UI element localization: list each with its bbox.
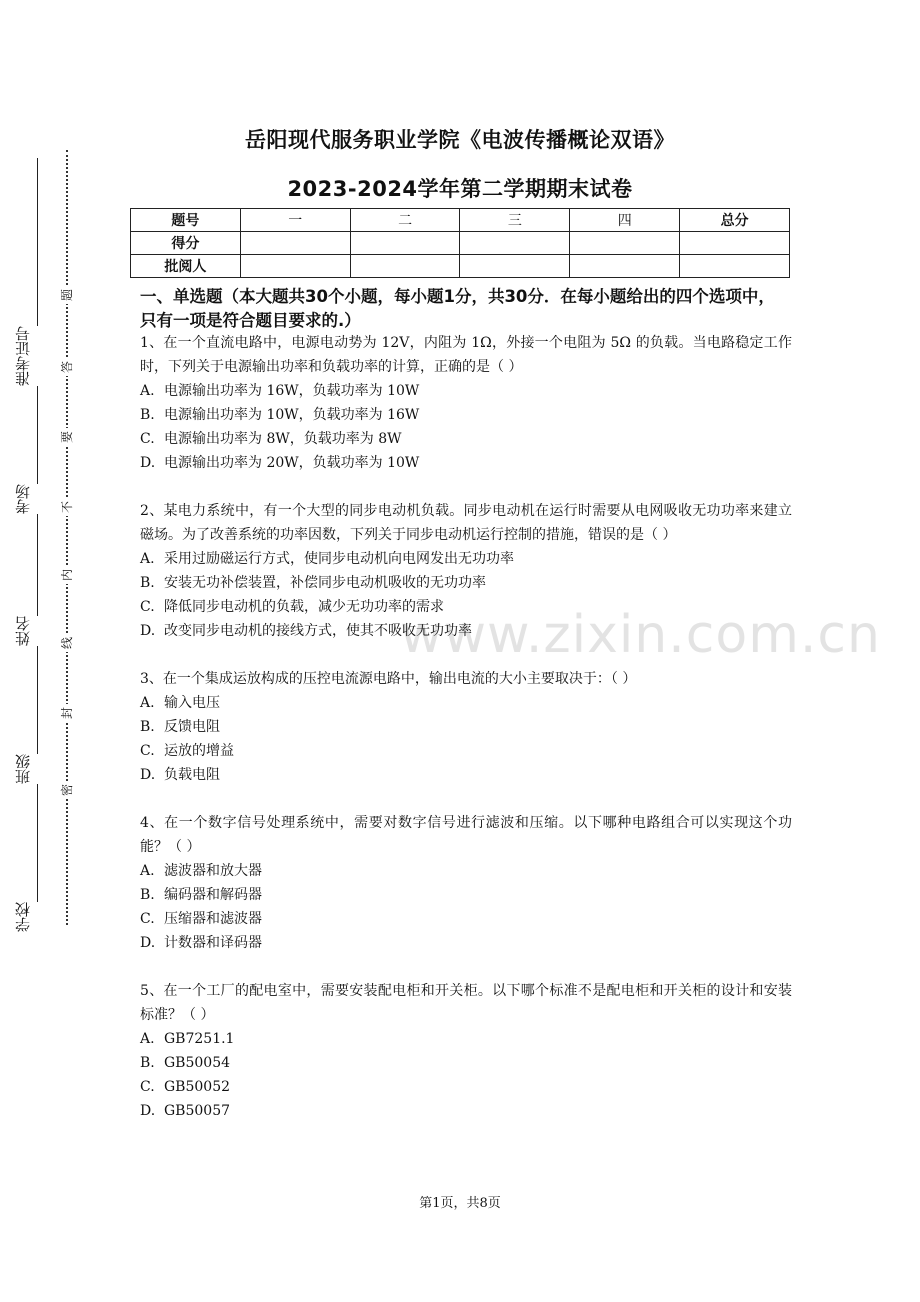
question-list <box>140 331 792 1147</box>
option-text: 改变同步电动机的接线方式，使其不吸收无功功率 <box>164 623 472 639</box>
exam-school-title: 岳阳现代服务职业学院《电波传播概论双语》 <box>245 128 675 152</box>
option-letter: D. <box>140 767 156 783</box>
option-letter: D. <box>140 623 156 639</box>
score-table-header-cell: 四 <box>570 209 680 232</box>
seal-char: 线 <box>60 634 74 652</box>
option-text: GB50054 <box>164 1055 231 1071</box>
option-letter: D. <box>140 455 156 471</box>
option-a <box>140 691 792 715</box>
option-letter: D. <box>140 935 156 951</box>
option-letter: D. <box>140 1103 156 1119</box>
score-cell <box>460 232 570 255</box>
option-letter: B. <box>140 575 155 591</box>
option-letter: C. <box>140 431 155 447</box>
option-d <box>140 763 792 787</box>
seal-char: 题 <box>60 286 74 304</box>
score-cell <box>240 232 350 255</box>
option-letter: B. <box>140 1055 155 1071</box>
grader-cell <box>240 255 350 278</box>
score-cell <box>680 232 790 255</box>
option-c <box>140 595 792 619</box>
question-stem: 5、在一个工厂的配电室中，需要安装配电柜和开关柜。以下哪个标准不是配电柜和开关柜的设计和安装标准？（ ） <box>140 983 792 1023</box>
option-b <box>140 1051 792 1075</box>
score-table <box>130 208 790 278</box>
binding-field-class: 班级 <box>15 754 39 784</box>
option-text: 负载电阻 <box>164 767 220 783</box>
option-text: 反馈电阻 <box>164 719 220 735</box>
score-table-header-cell: 二 <box>350 209 460 232</box>
option-letter: B. <box>140 407 155 423</box>
option-a <box>140 547 792 571</box>
option-letter: C. <box>140 743 155 759</box>
score-table-header-cell: 题号 <box>131 209 241 232</box>
option-d <box>140 931 792 955</box>
score-table-row-label: 批阅人 <box>131 255 241 278</box>
option-c <box>140 907 792 931</box>
option-a <box>140 379 792 403</box>
option-text: GB50057 <box>164 1103 231 1119</box>
score-table-header-cell: 一 <box>240 209 350 232</box>
score-table-row <box>131 255 790 278</box>
binding-solid-line <box>37 158 38 928</box>
binding-field-exam-room: 考场 <box>15 484 39 514</box>
question-4 <box>140 811 792 955</box>
score-table-row <box>131 232 790 255</box>
binding-field-name: 姓名 <box>15 616 39 646</box>
option-d <box>140 451 792 475</box>
question-5 <box>140 979 792 1123</box>
binding-field-admission-number: 准考证号 <box>15 326 39 386</box>
score-table-header-row <box>131 209 790 232</box>
option-text: 电源输出功率为 20W，负载功率为 10W <box>164 455 420 471</box>
option-b <box>140 883 792 907</box>
score-cell <box>350 232 460 255</box>
score-table-row-label: 得分 <box>131 232 241 255</box>
option-c <box>140 427 792 451</box>
option-letter: C. <box>140 1079 155 1095</box>
seal-char: 密 <box>60 781 74 799</box>
question-2 <box>140 499 792 643</box>
option-text: 安装无功补偿装置，补偿同步电动机吸收的无功功率 <box>164 575 486 591</box>
option-text: 电源输出功率为 10W，负载功率为 16W <box>164 407 420 423</box>
question-1 <box>140 331 792 475</box>
option-text: GB50052 <box>164 1079 231 1095</box>
option-text: 降低同步电动机的负载，减少无功功率的需求 <box>164 599 444 615</box>
option-text: 运放的增益 <box>164 743 234 759</box>
score-table-header-cell: 总分 <box>680 209 790 232</box>
option-d <box>140 619 792 643</box>
binding-strip <box>0 140 90 960</box>
option-letter: A. <box>140 551 155 567</box>
binding-field-school: 学校 <box>15 902 39 932</box>
binding-dotted-line <box>66 150 68 925</box>
option-text: 压缩器和滤波器 <box>164 911 262 927</box>
option-text: 计数器和译码器 <box>164 935 262 951</box>
option-letter: C. <box>140 911 155 927</box>
question-3 <box>140 667 792 787</box>
option-text: 电源输出功率为 8W，负载功率为 8W <box>164 431 402 447</box>
option-text: 输入电压 <box>164 695 220 711</box>
score-table-header-cell: 三 <box>460 209 570 232</box>
seal-char: 不 <box>60 498 74 516</box>
option-b <box>140 715 792 739</box>
question-stem: 4、在一个数字信号处理系统中，需要对数字信号进行滤波和压缩。以下哪种电路组合可以实现这个功能？（ ） <box>140 815 792 855</box>
page-number-footer: 第1页，共8页 <box>419 1196 501 1211</box>
watermark: www.zixin.com.cn <box>400 605 881 665</box>
grader-cell <box>570 255 680 278</box>
option-text: 电源输出功率为 16W，负载功率为 10W <box>164 383 420 399</box>
option-text: GB7251.1 <box>164 1031 235 1047</box>
seal-char: 内 <box>60 566 74 584</box>
score-cell <box>570 232 680 255</box>
option-letter: B. <box>140 887 155 903</box>
section-heading: 一、单选题（本大题共30个小题，每小题1分，共30分．在每小题给出的四个选项中，只有一项是符合题目要求的.） <box>140 287 775 330</box>
option-text: 编码器和解码器 <box>164 887 262 903</box>
option-letter: A. <box>140 863 155 879</box>
option-a <box>140 1027 792 1051</box>
seal-char: 答 <box>60 358 74 376</box>
question-stem: 2、某电力系统中，有一个大型的同步电动机负载。同步电动机在运行时需要从电网吸收无功功率来建立磁场。为了改善系统的功率因数，下列关于同步电动机运行控制的措施，错误的是（ ） <box>140 503 792 543</box>
option-letter: C. <box>140 599 155 615</box>
option-c <box>140 739 792 763</box>
option-text: 采用过励磁运行方式，使同步电动机向电网发出无功功率 <box>164 551 514 567</box>
question-stem: 1、在一个直流电路中，电源电动势为 12V，内阻为 1Ω，外接一个电阻为 5Ω 的负载。当电路稳定工作时，下列关于电源输出功率和负载功率的计算，正确的是（ ） <box>140 335 792 375</box>
seal-char: 要 <box>60 428 74 446</box>
option-c <box>140 1075 792 1099</box>
option-text: 滤波器和放大器 <box>164 863 262 879</box>
exam-term-title: 2023-2024学年第二学期期末试卷 <box>287 177 633 201</box>
question-stem: 3、在一个集成运放构成的压控电流源电路中，输出电流的大小主要取决于：（ ） <box>140 671 637 687</box>
grader-cell <box>460 255 570 278</box>
option-b <box>140 403 792 427</box>
option-letter: B. <box>140 719 155 735</box>
option-letter: A. <box>140 383 155 399</box>
grader-cell <box>350 255 460 278</box>
option-letter: A. <box>140 695 155 711</box>
seal-char: 封 <box>60 704 74 722</box>
option-a <box>140 859 792 883</box>
grader-cell <box>680 255 790 278</box>
option-d <box>140 1099 792 1123</box>
option-b <box>140 571 792 595</box>
option-letter: A. <box>140 1031 155 1047</box>
